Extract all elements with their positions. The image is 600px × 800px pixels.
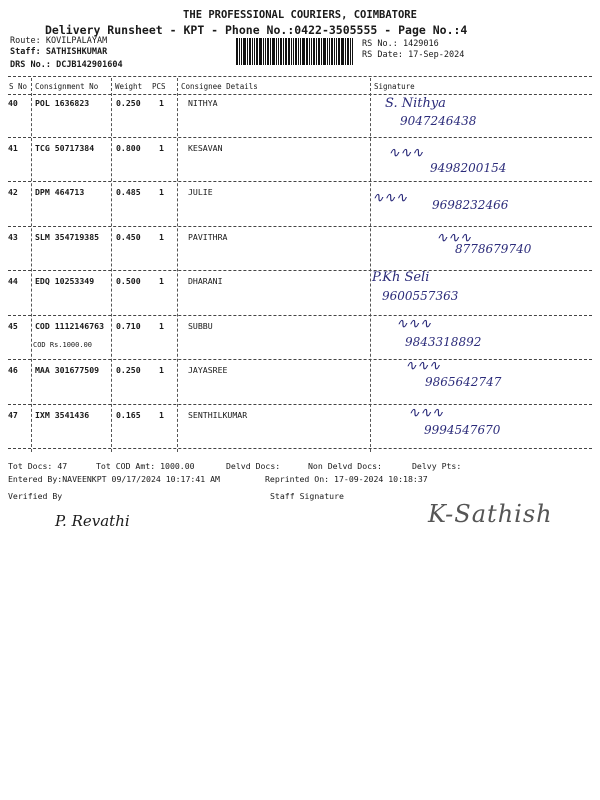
col-divider	[177, 78, 178, 452]
barcode-bar	[347, 38, 349, 65]
row-consignment-no: TCG 50717384	[35, 142, 95, 153]
row-pcs: 1	[159, 142, 164, 153]
barcode-bar	[283, 38, 284, 65]
barcode-bar	[334, 38, 335, 65]
barcode-bar	[329, 38, 330, 65]
row-signature-name: S. Nithya	[385, 96, 446, 111]
row-sno: 45	[8, 320, 18, 331]
totals-line	[8, 461, 67, 471]
barcode-bar	[316, 38, 317, 65]
barcode-bar	[288, 38, 291, 65]
row-sno: 42	[8, 187, 18, 197]
row-pcs: 1	[159, 365, 164, 375]
row-divider	[8, 226, 592, 227]
row-pcs: 1	[159, 320, 164, 331]
barcode-bar	[247, 38, 248, 65]
barcode-bar	[252, 38, 253, 65]
row-sno: 44	[8, 276, 18, 286]
row-signature-scribble: ∿∿∿	[405, 358, 441, 374]
staff-line	[10, 47, 107, 57]
row-pcs: 1	[159, 276, 164, 286]
row-divider	[8, 404, 592, 405]
row-pcs: 1	[159, 231, 164, 242]
row-signature-phone: 9843318892	[405, 334, 482, 349]
entered-by-label: Entered By	[8, 474, 58, 484]
row-weight: 0.485	[116, 187, 141, 197]
barcode-bar	[265, 38, 266, 65]
barcode-bar	[243, 38, 246, 65]
row-signature-phone: 8778679740	[455, 241, 532, 256]
barcode-bar	[267, 38, 269, 65]
row-weight: 0.500	[116, 276, 141, 286]
reprinted-value: 17-09-2024 10:18:37	[334, 474, 428, 484]
entered-by-line	[8, 474, 220, 484]
row-divider	[8, 448, 592, 449]
barcode-bar	[239, 38, 240, 65]
barcode-bar	[306, 38, 308, 65]
row-consignee: JAYASREE	[188, 365, 228, 375]
route-label: Route:	[10, 36, 41, 46]
row-consignment-no: IXM 3541436	[35, 409, 90, 420]
delvy-pts-label: Delvy Pts:	[412, 461, 462, 471]
row-sno: 40	[8, 98, 18, 108]
row-consignment-no: DPM 464713	[35, 187, 85, 197]
staff-signature: K-Sathish	[428, 500, 553, 528]
col-weight: Weight	[115, 82, 143, 91]
row-sno: 41	[8, 142, 18, 153]
row-consignee: DHARANI	[188, 276, 223, 286]
row-weight: 0.800	[116, 142, 141, 153]
barcode-bar	[309, 38, 310, 65]
row-weight: 0.250	[116, 98, 141, 108]
row-weight: 0.250	[116, 365, 141, 375]
row-signature-phone: 9994547670	[424, 422, 501, 437]
drs-label: DRS No.:	[10, 60, 51, 70]
rs-date-line	[362, 50, 464, 60]
barcode-bar	[350, 38, 351, 65]
delvd-docs-label: Delvd Docs:	[226, 461, 281, 471]
barcode-bar	[270, 38, 271, 65]
row-pcs: 1	[159, 409, 164, 420]
barcode-bar	[321, 38, 322, 65]
route-value: KOVILPALAYAM	[45, 36, 108, 46]
rs-no-label: RS No.:	[362, 39, 398, 49]
row-consignee: SENTHILKUMAR	[188, 409, 248, 420]
barcode-bar	[272, 38, 275, 65]
rs-no-value: 1429016	[402, 39, 439, 49]
verified-signature: P. Revathi	[55, 512, 130, 530]
runsheet-subtitle: Delivery Runsheet - KPT - Phone No.:0422-3505555 - Page No.:4	[45, 23, 468, 37]
drs-line	[10, 60, 123, 70]
row-signature-phone: 9865642747	[425, 375, 502, 389]
barcode-bar	[302, 38, 305, 65]
row-signature-scribble: ∿∿∿	[408, 404, 444, 421]
drs-value: DCJB142901604	[56, 60, 123, 70]
row-signature-scribble: ∿∿∿	[436, 229, 472, 246]
row-signature-phone: 9698232466	[432, 198, 509, 212]
row-pcs: 1	[159, 187, 164, 197]
barcode-bar	[249, 38, 251, 65]
row-divider	[8, 270, 592, 271]
col-consignee: Consignee Details	[181, 82, 258, 91]
row-sno: 47	[8, 409, 18, 420]
tot-docs-value: 47	[57, 461, 68, 471]
row-signature-name: P.Kh Seli	[372, 270, 430, 285]
barcode-bar	[300, 38, 301, 65]
rs-no-line	[362, 39, 439, 49]
col-consignment: Consignment No	[35, 82, 99, 91]
barcode-bar	[323, 38, 326, 65]
row-signature-scribble: ∿∿∿	[396, 315, 432, 332]
row-divider	[8, 359, 592, 360]
barcode-bar	[311, 38, 312, 65]
col-divider	[370, 78, 371, 452]
barcode	[236, 38, 354, 65]
barcode-bar	[331, 38, 333, 65]
row-signature-scribble: ∿∿∿	[372, 190, 408, 206]
row-sno: 43	[8, 231, 18, 242]
non-delvd-docs-label: Non Delvd Docs:	[308, 461, 382, 471]
barcode-bar	[295, 38, 297, 65]
reprinted-label: Reprinted On:	[265, 474, 330, 484]
row-consignee: KESAVAN	[188, 142, 223, 153]
row-divider	[8, 137, 592, 138]
tot-docs-label: Tot Docs:	[8, 461, 53, 471]
staff-label: Staff:	[10, 47, 41, 57]
barcode-bar	[254, 38, 255, 65]
barcode-bar	[313, 38, 315, 65]
barcode-bar	[318, 38, 320, 65]
row-signature-phone: 9600557363	[382, 289, 459, 303]
barcode-bar	[285, 38, 287, 65]
row-consignee: NITHYA	[188, 98, 218, 108]
barcode-bar	[241, 38, 242, 65]
barcode-bar	[293, 38, 294, 65]
barcode-bar	[236, 38, 238, 65]
col-signature: Signature	[374, 82, 415, 91]
barcode-bar	[341, 38, 344, 65]
barcode-bar	[352, 38, 353, 65]
header-rule-bottom	[8, 94, 592, 95]
row-consignment-no: COD 1112146763	[35, 320, 105, 331]
row-weight: 0.450	[116, 231, 141, 242]
header-rule-top	[8, 76, 592, 77]
rs-date-value: 17-Sep-2024	[408, 50, 465, 60]
company-title: THE PROFESSIONAL COURIERS, COIMBATORE	[183, 9, 417, 21]
row-consignment-no: EDQ 10253349	[35, 276, 95, 286]
barcode-bar	[280, 38, 282, 65]
barcode-bar	[291, 38, 292, 65]
rs-date-label: RS Date:	[362, 50, 403, 60]
row-consignee: PAVITHRA	[188, 231, 228, 242]
row-consignment-no: MAA 301677509	[35, 365, 100, 375]
col-divider	[111, 78, 112, 452]
row-divider	[8, 181, 592, 182]
row-consignment-no: SLM 354719385	[35, 231, 100, 242]
row-weight: 0.710	[116, 320, 141, 331]
row-divider	[8, 315, 592, 316]
row-signature-phone: 9498200154	[430, 160, 507, 175]
col-pcs: PCS	[152, 82, 166, 91]
tot-cod-value: 1000.00	[160, 461, 195, 471]
row-consignee: JULIE	[188, 187, 213, 197]
barcode-bar	[256, 38, 258, 65]
barcode-bar	[336, 38, 337, 65]
staff-value: SATHISHKUMAR	[45, 47, 108, 57]
col-divider	[31, 78, 32, 452]
row-pcs: 1	[159, 98, 164, 108]
row-sno: 46	[8, 365, 18, 375]
barcode-bar	[259, 38, 262, 65]
row-signature-phone: 9047246438	[400, 114, 477, 128]
row-consignment-no: POL 1636823	[35, 98, 90, 108]
barcode-bar	[263, 38, 264, 65]
entered-by-value: :NAVEENKPT 09/17/2024 10:17:41 AM	[57, 474, 220, 484]
barcode-bar	[338, 38, 340, 65]
staff-signature-label: Staff Signature	[270, 491, 344, 501]
reprinted-line	[265, 474, 428, 484]
verified-by-label: Verified By	[8, 491, 63, 501]
barcode-bar	[327, 38, 328, 65]
row-cod-amount: COD Rs.1000.00	[33, 340, 93, 349]
col-sno: S No	[9, 82, 28, 91]
tot-cod-line	[96, 461, 195, 471]
barcode-bar	[278, 38, 279, 65]
barcode-bar	[298, 38, 299, 65]
barcode-bar	[345, 38, 346, 65]
row-weight: 0.165	[116, 409, 141, 420]
barcode-bar	[276, 38, 277, 65]
tot-cod-label: Tot COD Amt:	[96, 461, 156, 471]
route-line	[10, 36, 107, 46]
row-signature-scribble: ∿∿∿	[388, 144, 424, 161]
row-consignee: SUBBU	[188, 320, 213, 331]
